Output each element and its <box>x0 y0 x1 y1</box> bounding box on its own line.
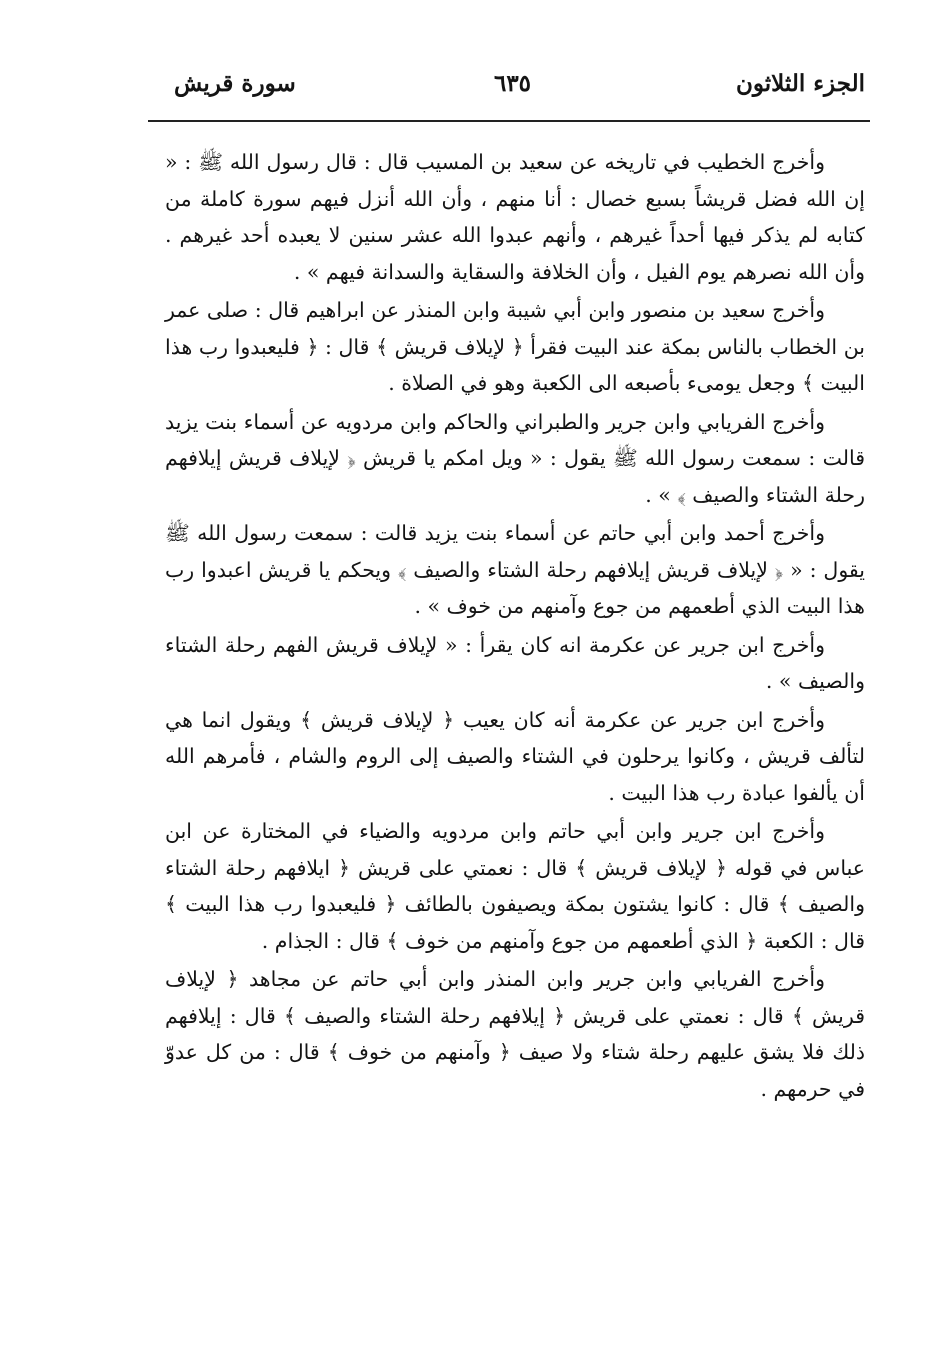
paragraph: وأخرج ابن جرير وابن أبي حاتم وابن مردويه والضياء في المختارة عن ابن عباس في قوله ﴿ لإيلاف قريش ﴾ قال : نعمتي على قريش ﴿ ايلافهم رحلة الشتاء والصيف ﴾ قال : كانوا يشتون بمكة ويصيفون بالطائف ﴿ فليعبدوا رب هذا البيت ﴾ قال : الكعبة ﴿ الذي أطعمهم من جوع وآمنهم من خوف ﴾ قال : الجذام . <box>165 819 865 953</box>
page-number: ٦٣٥ <box>493 70 532 97</box>
paragraph: وأخرج سعيد بن منصور وابن أبي شيبة وابن المنذر عن ابراهيم قال : صلى عمر بن الخطاب بالناس بمكة عند البيت فقرأ ﴿ لإيلاف قريش ﴾ قال : ﴿ فليعبدوا رب هذا البيت ﴾ وجعل يومىء بأصبعه الى الكعبة وهو في الصلاة . <box>165 298 865 395</box>
header-rule <box>148 120 870 122</box>
paragraph: وأخرج الخطيب في تاريخه عن سعيد بن المسيب قال : قال رسول الله ﷺ : « إن الله فضل قريشاً بسبع خصال : أنا منهم ، وأن الله أنزل فيهم سورة كاملة من كتابه لم يذكر فيها أحداً غيرهم ، وأنهم عبدوا الله عشر سنين لا يعبده أحد غيرهم . وأن الله نصرهم يوم الفيل ، وأن الخلافة والسقاية والسدانة فيهم » . <box>165 150 865 284</box>
paragraph: وأخرج أحمد وابن أبي حاتم عن أسماء بنت يزيد قالت : سمعت رسول الله ﷺ يقول : « ﴿ لإيلاف قريش إيلافهم رحلة الشتاء والصيف ﴾ ويحكم يا قريش اعبدوا رب هذا البيت الذي أطعمهم من جوع وآمنهم من خوف » . <box>165 521 865 618</box>
paragraph: وأخرج الفريابي وابن جرير والطبراني والحاكم وابن مردويه عن أسماء بنت يزيد قالت : سمعت رسول الله ﷺ يقول : « ويل امكم يا قريش ﴿ لإيلاف قريش إيلافهم رحلة الشتاء والصيف ﴾ » . <box>165 409 865 507</box>
paragraph: وأخرج ابن جرير عن عكرمة أنه كان يعيب ﴿ لإيلاف قريش ﴾ ويقول انما هي لتألف قريش ، وكانوا يرحلون في الشتاء والصيف إلى الروم والشام ، فأمرهم الله أن يألفوا عبادة رب هذا البيت . <box>165 707 865 805</box>
surah-title: سورة قريش <box>174 70 296 97</box>
page-body <box>165 144 865 1109</box>
paragraph: وأخرج ابن جرير عن عكرمة انه كان يقرأ : « لإيلاف قريش الفهم رحلة الشتاء والصيف » . <box>165 632 865 693</box>
paragraph: وأخرج الفريابي وابن جرير وابن المنذر وابن أبي حاتم عن مجاهد ﴿ لإيلاف قريش ﴾ قال : نعمتي على قريش ﴿ إيلافهم رحلة الشتاء والصيف ﴾ قال : إيلافهم ذلك فلا يشق عليهم رحلة شتاء ولا صيف ﴿ وآمنهم من خوف ﴾ قال : من كل عدوّ في حرمهم . <box>165 967 865 1101</box>
page-header <box>160 70 865 110</box>
part-title: الجزء الثلاثون <box>736 70 865 97</box>
